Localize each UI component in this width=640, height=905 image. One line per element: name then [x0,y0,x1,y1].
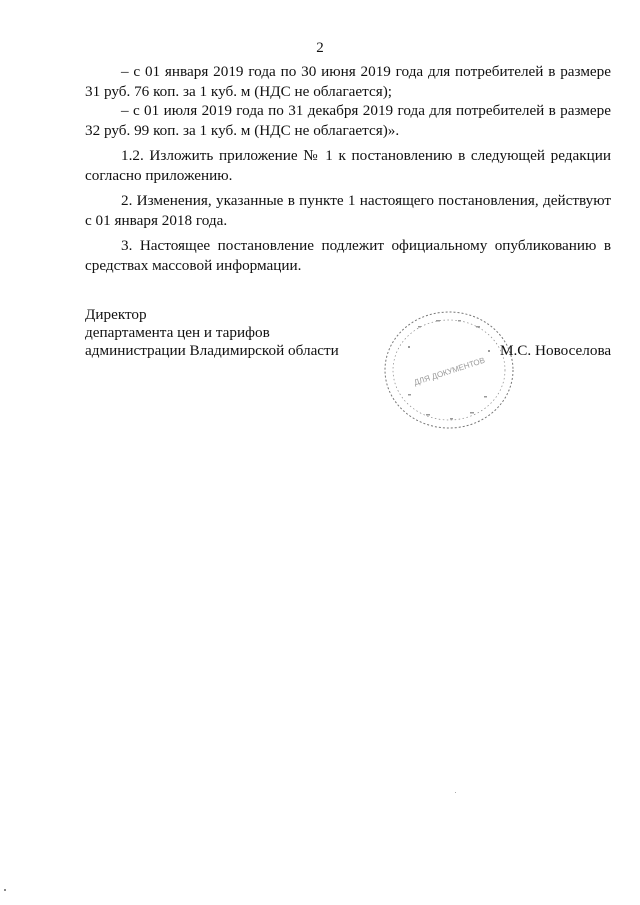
scan-corner-mark [4,889,6,891]
clause-3: 3. Настоящее постановление подлежит официальному опубликованию в средствах массовой информации. [85,237,611,274]
signer-name: М.С. Новоселова [500,342,612,359]
document-body [85,62,611,275]
tariff-clause-period-1: – с 01 января 2019 года по 30 июня 2019 года для потребителей в размере 31 руб. 76 коп. за 1 куб. м (НДС не облагается); [85,63,611,100]
page-number: 2 [316,40,324,56]
position-line-2: департамента цен и тарифов [85,324,270,341]
scan-speck [455,792,456,793]
stamp-text: ДЛЯ ДОКУМЕНТОВ [412,355,487,388]
position-line-1: Директор [85,306,147,323]
tariff-clause-period-2: – с 01 июля 2019 года по 31 декабря 2019 года для потребителей в размере 32 руб. 99 коп. за 1 куб. м (НДС не облагается)». [85,102,611,139]
signatory-position [85,306,339,360]
clause-2: 2. Изменения, указанные в пункте 1 настоящего постановления, действуют с 01 января 2018 года. [85,192,611,229]
position-line-3: администрации Владимирской области [85,342,339,359]
clause-1-2: 1.2. Изложить приложение № 1 к постановлению в следующей редакции согласно приложению. [85,147,611,184]
official-seal-stamp [378,306,520,436]
